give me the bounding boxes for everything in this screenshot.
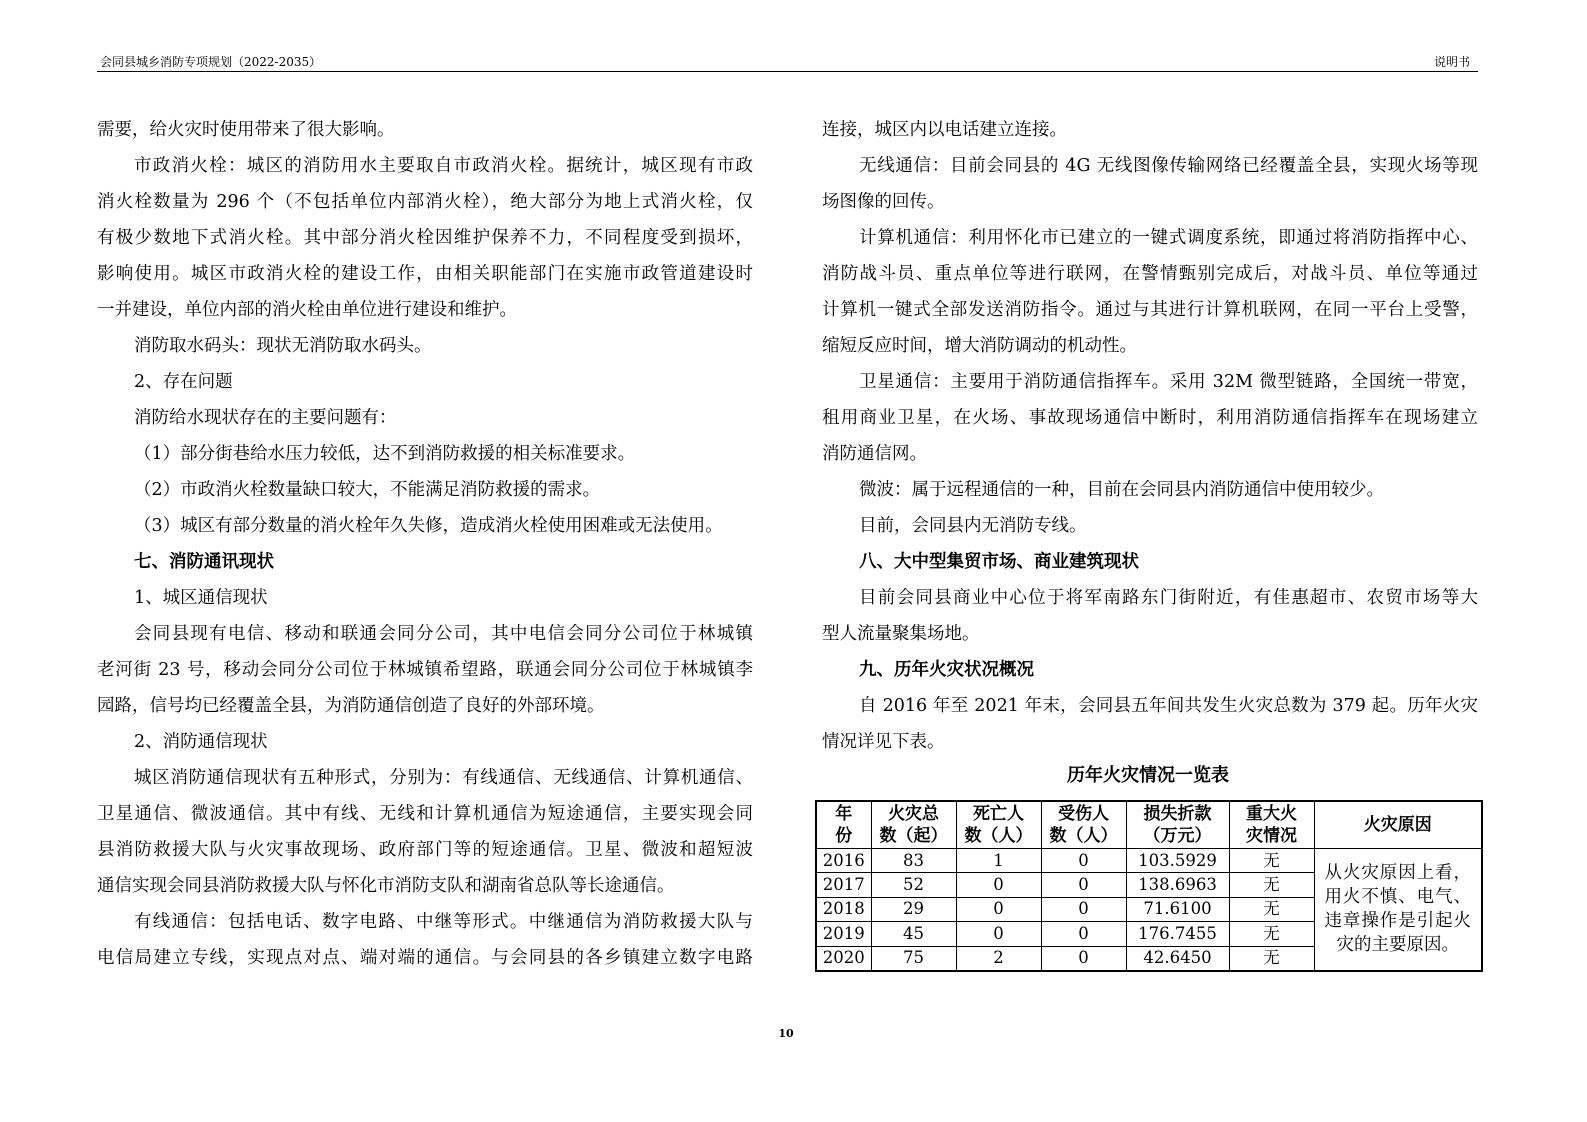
header-rule xyxy=(97,71,1478,72)
page-number: 10 xyxy=(778,1027,794,1040)
paragraph-line: 老河街 23 号，移动会同分公司位于林城镇希望路，联通会同分公司位于林城镇李 xyxy=(97,660,753,680)
table-cell: 0 xyxy=(1041,922,1126,946)
paragraph-line: 微波：属于远程通信的一种，目前在会同县内消防通信中使用较少。 xyxy=(859,480,1384,500)
table-cell: 0 xyxy=(1041,897,1126,921)
table-cell: 无 xyxy=(1229,849,1314,873)
table-cell: 0 xyxy=(956,897,1041,921)
paragraph-line: 卫星通信：主要用于消防通信指挥车。采用 32M 微型链路，全国统一带宽， xyxy=(859,372,1478,392)
table-cell: 0 xyxy=(1041,946,1126,971)
paragraph-line: 园路，信号均已经覆盖全县，为消防通信创造了良好的外部环境。 xyxy=(97,696,605,716)
left-column xyxy=(97,112,753,976)
paragraph-line: 目前，会同县内无消防专线。 xyxy=(859,516,1087,536)
table-cell: 2020 xyxy=(816,946,871,971)
list-item: （2）市政消火栓数量缺口较大，不能满足消防救援的需求。 xyxy=(134,480,601,500)
paragraph-line: 计算机通信：利用怀化市已建立的一键式调度系统，即通过将消防指挥中心、 xyxy=(859,228,1478,248)
table-cell: 45 xyxy=(871,922,956,946)
table-cell: 无 xyxy=(1229,897,1314,921)
paragraph-line: 自 2016 年至 2021 年末，会同县五年间共发生火灾总数为 379 起。历年火灾 xyxy=(859,696,1478,716)
table-cell: 52 xyxy=(871,873,956,897)
paragraph-line: 消防通信网。 xyxy=(822,444,927,464)
paragraph-line: 目前会同县商业中心位于将军南路东门街附近，有佳惠超市、农贸市场等大 xyxy=(859,588,1478,608)
table-header-cell: 死亡人 数（人） xyxy=(956,801,1041,849)
fire-cause-cell: 从火灾原因上看，用火不慎、电气、违章操作是引起火灾的主要原因。 xyxy=(1314,849,1482,971)
paragraph-line: 场图像的回传。 xyxy=(822,192,945,212)
subsection-heading: 1、城区通信现状 xyxy=(134,588,268,608)
table-row xyxy=(816,849,1482,873)
paragraph-line: 有线通信：包括电话、数字电路、中继等形式。中继通信为消防救援大队与 xyxy=(134,912,753,932)
paragraph-line: 市政消火栓：城区的消防用水主要取自市政消火栓。据统计，城区现有市政 xyxy=(134,156,753,176)
paragraph-line: 消防取水码头：现状无消防取水码头。 xyxy=(134,336,432,356)
paragraph-line: 县消防救援大队与火灾事故现场、政府部门等的短途通信。卫星、微波和超短波 xyxy=(97,840,753,860)
paragraph-line: 型人流量聚集场地。 xyxy=(822,624,980,644)
paragraph-line: 无线通信：目前会同县的 4G 无线图像传输网络已经覆盖全县，实现火场等现 xyxy=(859,156,1478,176)
header-doc-type: 说明书 xyxy=(1433,55,1470,69)
table-cell: 1 xyxy=(956,849,1041,873)
table-header-cell: 火灾总 数（起） xyxy=(871,801,956,849)
section-heading: 九、历年火灾状况概况 xyxy=(859,660,1034,680)
section-heading: 八、大中型集贸市场、商业建筑现状 xyxy=(859,552,1139,572)
paragraph-line: 电信局建立专线，实现点对点、端对端的通信。与会同县的各乡镇建立数字电路 xyxy=(97,948,753,968)
table-header-cell: 年 份 xyxy=(816,801,871,849)
table-cell: 29 xyxy=(871,897,956,921)
paragraph-line: 情况详见下表。 xyxy=(822,732,945,752)
fire-history-table xyxy=(815,800,1483,972)
table-cell: 176.7455 xyxy=(1126,922,1229,946)
table-cell: 138.6963 xyxy=(1126,873,1229,897)
paragraph-line: 通信实现会同县消防救援大队与怀化市消防支队和湖南省总队等长途通信。 xyxy=(97,876,675,896)
table-title: 历年火灾情况一览表 xyxy=(1067,765,1229,786)
table-header-cell: 火灾原因 xyxy=(1314,801,1482,849)
table-cell: 2017 xyxy=(816,873,871,897)
paragraph-line: 缩短反应时间，增大消防调动的机动性。 xyxy=(822,336,1137,356)
table-cell: 0 xyxy=(1041,849,1126,873)
table-cell: 无 xyxy=(1229,946,1314,971)
paragraph-line: 需要，给火灾时使用带来了很大影响。 xyxy=(97,120,395,140)
paragraph-line: 消防给水现状存在的主要问题有： xyxy=(134,408,397,428)
paragraph-line: 连接，城区内以电话建立连接。 xyxy=(822,120,1067,140)
table-cell: 103.5929 xyxy=(1126,849,1229,873)
paragraph-line: 卫星通信、微波通信。其中有线、无线和计算机通信为短途通信，主要实现会同 xyxy=(97,804,753,824)
paragraph-line: 消防战斗员、重点单位等进行联网，在警情甄别完成后，对战斗员、单位等通过 xyxy=(822,264,1478,284)
header-title: 会同县城乡消防专项规划（2022-2035） xyxy=(100,55,322,69)
paragraph-line: 城区消防通信现状有五种形式，分别为：有线通信、无线通信、计算机通信、 xyxy=(134,768,753,788)
table-cell: 42.6450 xyxy=(1126,946,1229,971)
table-cell: 无 xyxy=(1229,873,1314,897)
paragraph-line: 一并建设，单位内部的消火栓由单位进行建设和维护。 xyxy=(97,300,517,320)
table-cell: 0 xyxy=(1041,873,1126,897)
paragraph-line: 租用商业卫星，在火场、事故现场通信中断时，利用消防通信指挥车在现场建立 xyxy=(822,408,1478,428)
paragraph-line: 有极少数地下式消火栓。其中部分消火栓因维护保养不力，不同程度受到损坏， xyxy=(97,228,753,248)
table-cell: 2016 xyxy=(816,849,871,873)
table-cell: 75 xyxy=(871,946,956,971)
table-cell: 83 xyxy=(871,849,956,873)
table-cell: 0 xyxy=(956,873,1041,897)
paragraph-line: 影响使用。城区市政消火栓的建设工作，由相关职能部门在实施市政管道建设时 xyxy=(97,264,753,284)
table-header-cell: 受伤人 数（人） xyxy=(1041,801,1126,849)
table-cell: 2 xyxy=(956,946,1041,971)
table-cell: 71.6100 xyxy=(1126,897,1229,921)
list-item: （1）部分街巷给水压力较低，达不到消防救援的相关标准要求。 xyxy=(134,444,636,464)
list-item: （3）城区有部分数量的消火栓年久失修，造成消火栓使用困难或无法使用。 xyxy=(134,516,723,536)
subsection-heading: 2、存在问题 xyxy=(134,372,233,392)
table-header-cell: 重大火 灾情况 xyxy=(1229,801,1314,849)
subsection-heading: 2、消防通信现状 xyxy=(134,732,268,752)
paragraph-line: 消火栓数量为 296 个（不包括单位内部消火栓），绝大部分为地上式消火栓，仅 xyxy=(97,192,753,212)
paragraph-line: 计算机一键式全部发送消防指令。通过与其进行计算机联网，在同一平台上受警， xyxy=(822,300,1478,320)
table-header-row xyxy=(816,801,1482,849)
table-cell: 2019 xyxy=(816,922,871,946)
table-cell: 0 xyxy=(956,922,1041,946)
section-heading: 七、消防通讯现状 xyxy=(134,552,274,572)
table-cell: 2018 xyxy=(816,897,871,921)
right-column xyxy=(822,112,1478,760)
table-header-cell: 损失折款 （万元） xyxy=(1126,801,1229,849)
table-cell: 无 xyxy=(1229,922,1314,946)
paragraph-line: 会同县现有电信、移动和联通会同分公司，其中电信会同分公司位于林城镇 xyxy=(134,624,753,644)
